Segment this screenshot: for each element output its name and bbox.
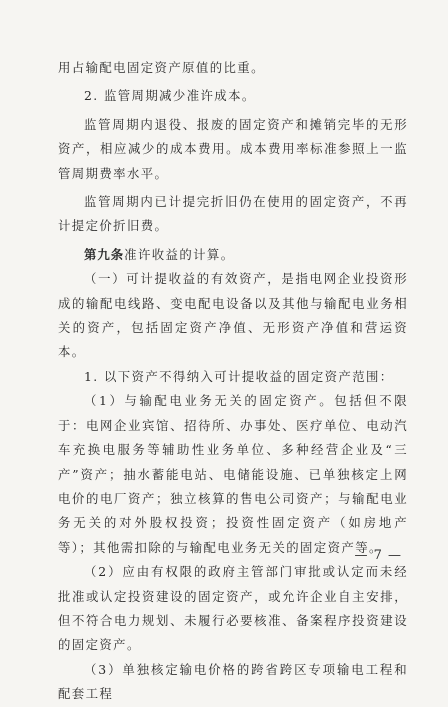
- paragraph-1: 用占输配电固定资产原值的比重。: [58, 60, 265, 75]
- paragraph-4: 监管周期内已计提完折旧仍在使用的固定资产，不再计提定价折旧费。: [58, 194, 408, 234]
- article-9-heading: 第九条: [84, 246, 125, 262]
- paragraph-6: （一）可计提收益的有效资产，是指电网企业投资形成的输配电线路、变电配电设备以及其他与输配电业务相关的资产，包括固定资产净值、无形资产净值和营运资本。: [58, 271, 408, 360]
- article-9-text: 准许收益的计算。: [124, 246, 235, 262]
- paragraph-3: 监管周期内退役、报废的固定资产和摊销完毕的无形资产，相应减少的成本费用。成本费用率标准参照上一监管周期费率水平。: [58, 116, 408, 181]
- paragraph-8: （1）与输配电业务无关的固定资产。包括但不限于：电网企业宾馆、招待所、办事处、医疗单位、电动汽车充换电服务等辅助性业务单位、多种经营企业及“三产”资产；抽水蓄能电站、电储能设施、已单独核定上网电价的电厂资产；独立核算的售电公司资产；与输配电业务无关的对外股权投资；投资性固定资产（如房地产等）；其他需扣除的与输配电业务无关的固定资产等。: [58, 393, 408, 555]
- article-9-paragraph: [58, 243, 408, 267]
- page-number: — 7 —: [354, 548, 402, 563]
- paragraph-2: 2. 监管周期减少准许成本。: [84, 88, 256, 104]
- paragraph-10: （3）单独核定输电价格的跨省跨区专项输电工程和配套工程: [58, 661, 408, 702]
- paragraph-9: （2）应由有权限的政府主管部门审批或认定而未经批准或认定投资建设的固定资产，或允许企业自主安排，但不符合电力规划、未履行必要核准、备案程序投资建设的固定资产。: [58, 564, 408, 653]
- paragraph-7: 1. 以下资产不得纳入可计提收益的固定资产范围：: [84, 368, 394, 384]
